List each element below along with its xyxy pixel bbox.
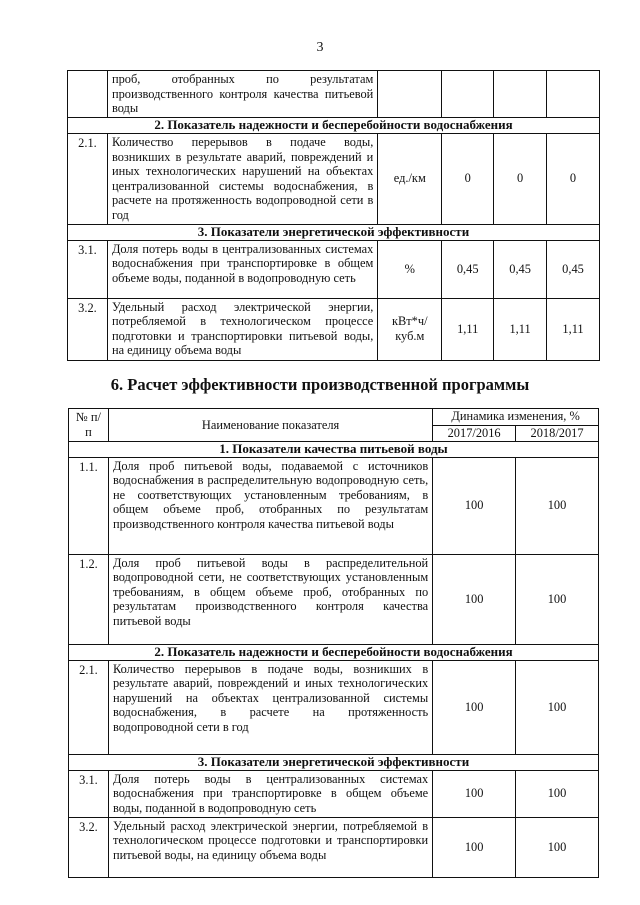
value-cell: 0 <box>547 134 600 225</box>
section-title: 2. Показатель надежности и бесперебойности водоснабжения <box>69 644 599 660</box>
section-header-row <box>69 754 599 770</box>
page-number: 3 <box>316 40 324 55</box>
row-number-cell <box>68 71 108 118</box>
table-row <box>69 457 599 554</box>
column-header-period: 2017/2016 <box>433 426 516 442</box>
unit: ед./км <box>378 134 442 225</box>
value-cell: 100 <box>433 660 516 754</box>
row-number: 3.2. <box>69 817 109 877</box>
indicator-name: Удельный расход электрической энергии, потребляемой в технологическом процессе подготовки и транспортировки питьевой воды, на единицу объема воды <box>107 298 377 360</box>
row-number: 2.1. <box>69 660 109 754</box>
value-cell: 100 <box>433 457 516 554</box>
value-cell: 100 <box>516 554 599 644</box>
value-cell: 0,45 <box>442 240 494 298</box>
value-cell: 100 <box>516 770 599 817</box>
row-number: 3.2. <box>68 298 108 360</box>
table-header-row <box>69 409 599 426</box>
indicator-name: Доля потерь воды в централизованных системах водоснабжения при транспортировке в общем объеме воды, поданной в водопроводную сеть <box>107 240 377 298</box>
value-cell: 0,45 <box>547 240 600 298</box>
efficiency-table <box>68 408 599 878</box>
table-row <box>68 71 600 118</box>
unit: % <box>378 240 442 298</box>
value-cell: 0 <box>494 134 547 225</box>
indicator-name: Доля проб питьевой воды, подаваемой с источников водоснабжения в распределительную водопроводную сеть, не соответствующих установленным требованиям, в общем объеме проб, отобранных по результатам производственного контроля качества питьевой воды <box>108 457 432 554</box>
column-header-dynamics: Динамика изменения, % <box>433 409 599 426</box>
table-row <box>69 660 599 754</box>
indicator-name: Количество перерывов в подаче воды, возникших в результате аварий, повреждений и иных технологических нарушений на объектах централизованной системы водоснабжения, в расчете на протяженность водопроводной сети в год <box>108 660 432 754</box>
indicator-name: Количество перерывов в подаче воды, возникших в результате аварий, повреждений и иных технологических нарушений на объектах централизованной системы водоснабжения, в расчете на протяженность водопроводной сети в год <box>107 134 377 225</box>
value-cell: 100 <box>433 554 516 644</box>
section-header-row <box>69 644 599 660</box>
indicator-name: Доля потерь воды в централизованных системах водоснабжения при транспортировке в общем объеме воды, поданной в водопроводную сеть <box>108 770 432 817</box>
indicator-name: Доля проб питьевой воды в распределительной водопроводной сети, не соответствующих установленным требованиям, в общем объеме проб, отобранных по результатам производственного контроля качества питьевой воды <box>108 554 432 644</box>
indicator-name-cell: проб, отобранных по результатам производственного контроля качества питьевой воды <box>107 71 377 118</box>
value-cell: 1,11 <box>494 298 547 360</box>
value-cell: 0,45 <box>494 240 547 298</box>
table-row <box>69 554 599 644</box>
value-cell: 100 <box>433 770 516 817</box>
indicators-table-continued <box>67 70 600 361</box>
column-header-name: Наименование показателя <box>108 409 432 442</box>
section-header-row <box>68 224 600 240</box>
section-header-row <box>69 441 599 457</box>
table-row <box>68 298 600 360</box>
row-number: 2.1. <box>68 134 108 225</box>
value-cell: 100 <box>516 457 599 554</box>
value-cell: 1,11 <box>442 298 494 360</box>
table-row <box>68 134 600 225</box>
value-cell: 100 <box>516 660 599 754</box>
unit: кВт*ч/ куб.м <box>378 298 442 360</box>
value-cell: 100 <box>516 817 599 877</box>
section-title: 3. Показатели энергетической эффективности <box>68 224 600 240</box>
table-row <box>69 770 599 817</box>
value-cell: 1,11 <box>547 298 600 360</box>
table-row <box>68 240 600 298</box>
section-title: 1. Показатели качества питьевой воды <box>69 441 599 457</box>
row-number: 1.2. <box>69 554 109 644</box>
section-title: 2. Показатель надежности и бесперебойности водоснабжения <box>68 118 600 134</box>
column-header-number: № п/п <box>69 409 109 442</box>
indicator-name: Удельный расход электрической энергии, потребляемой в технологическом процессе подготовки и транспортировки питьевой воды, на единицу объема воды <box>108 817 432 877</box>
value-cell: 0 <box>442 134 494 225</box>
section-header-row <box>68 118 600 134</box>
section-title: 3. Показатели энергетической эффективности <box>69 754 599 770</box>
section-heading: 6. Расчет эффективности производственной программы <box>110 375 530 394</box>
row-number: 3.1. <box>69 770 109 817</box>
row-number: 1.1. <box>69 457 109 554</box>
column-header-period: 2018/2017 <box>516 426 599 442</box>
value-cell: 100 <box>433 817 516 877</box>
table-row <box>69 817 599 877</box>
row-number: 3.1. <box>68 240 108 298</box>
